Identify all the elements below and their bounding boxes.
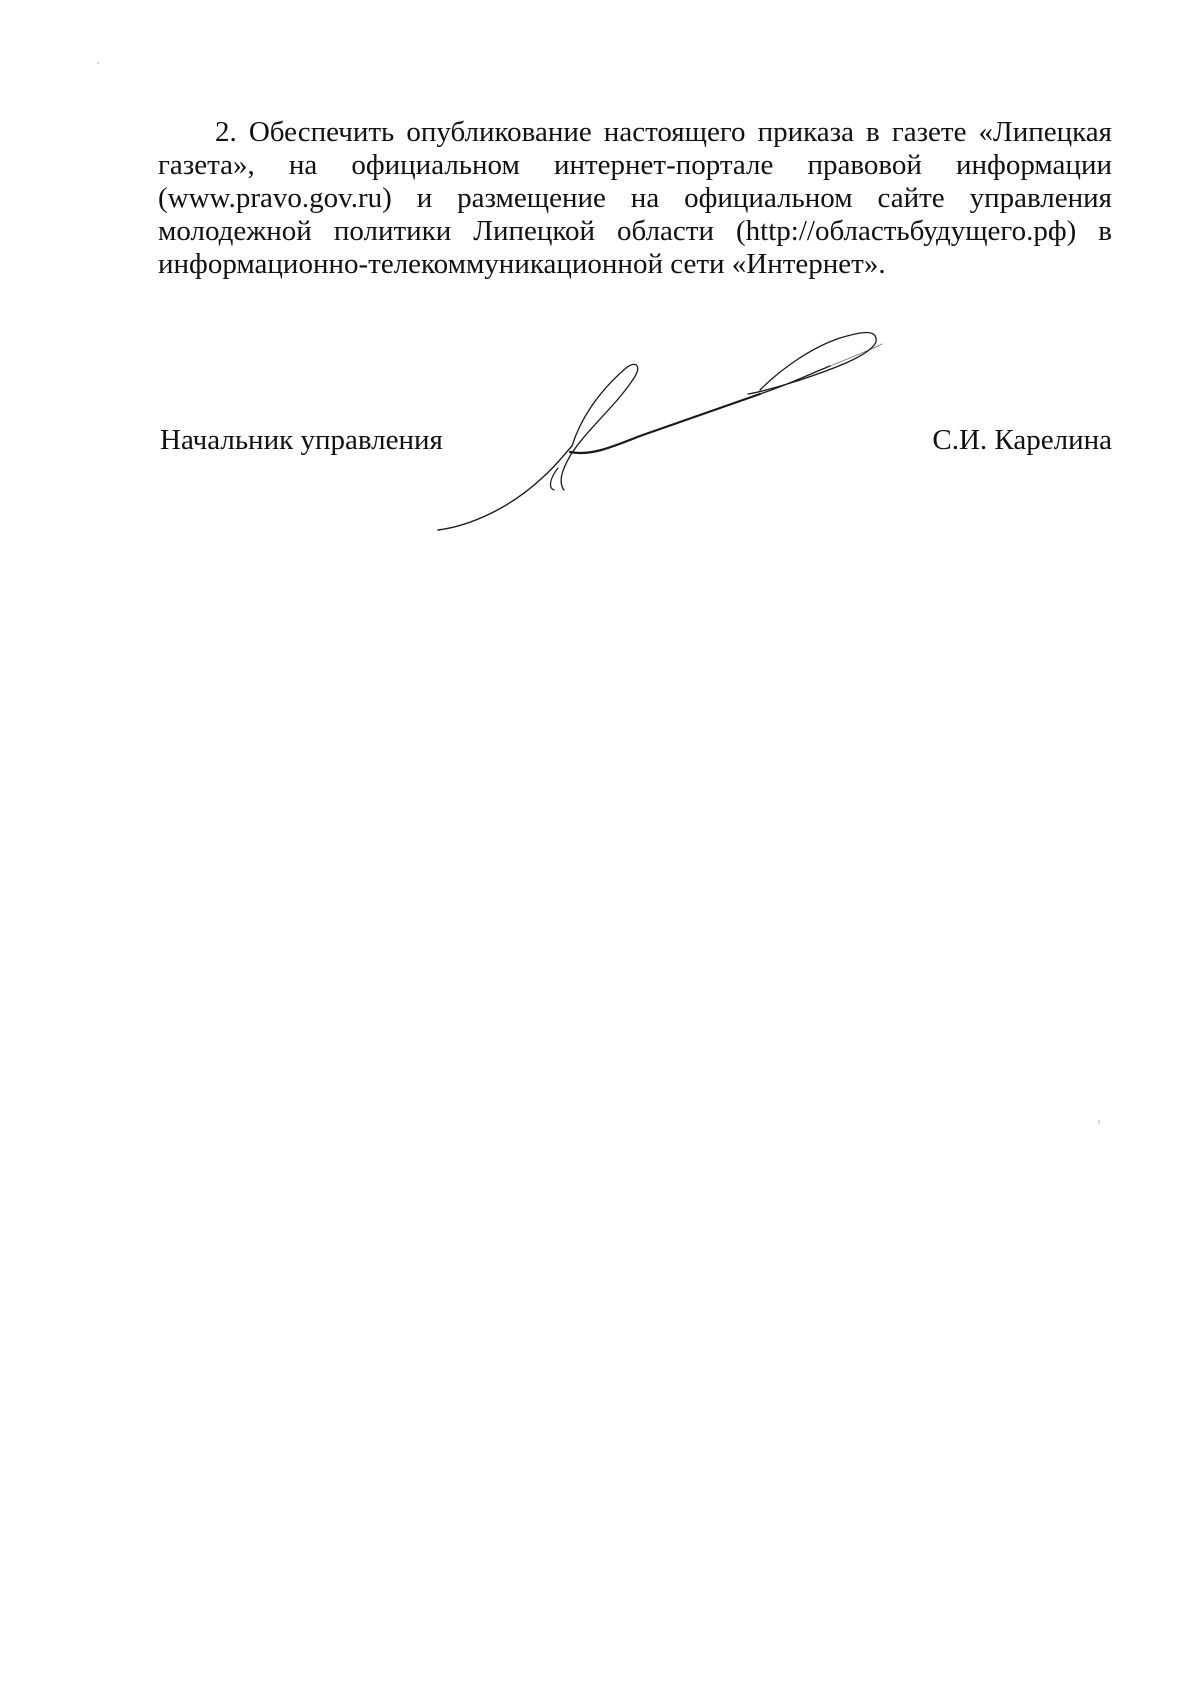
signatory-position-title: Начальник управления bbox=[160, 424, 443, 456]
handwritten-signature bbox=[430, 330, 960, 540]
scan-artifact bbox=[1098, 1120, 1100, 1124]
scan-artifact bbox=[97, 62, 99, 64]
paragraph-2: 2. Обеспечить опубликование настоящего приказа в газете «Липецкая газета», на официальном интернет-портале правовой информации (www.pravo.gov.ru) и размещение на официальном сайте управления молодежной политики Липецкой области (http://областьбудущего.рф) в информационно-телекоммуникационной сети «Интернет». bbox=[158, 116, 1112, 280]
signatory-name: С.И. Карелина bbox=[932, 424, 1112, 456]
